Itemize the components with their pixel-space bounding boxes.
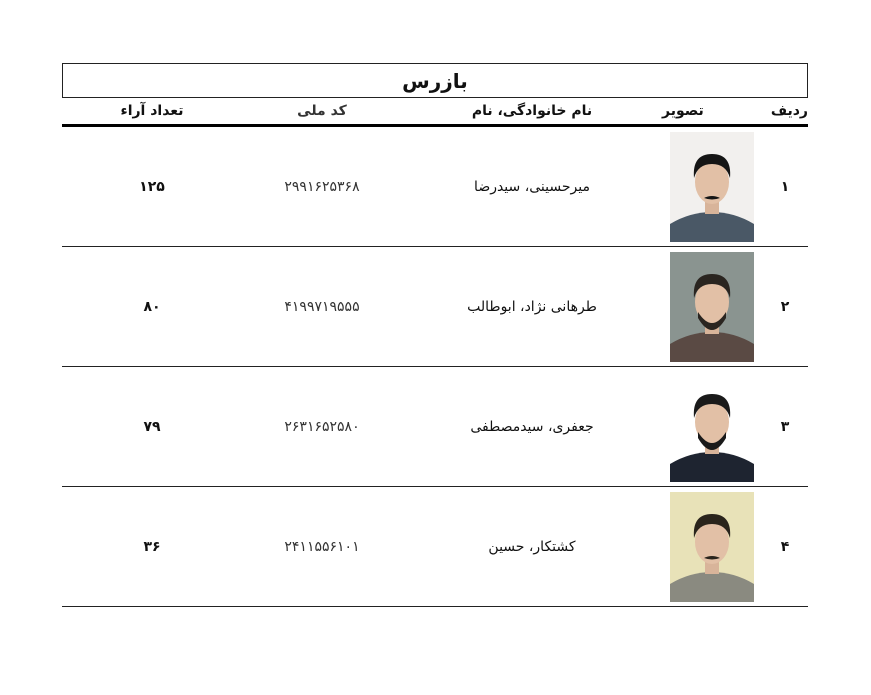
- candidate-photo: [670, 132, 754, 242]
- header-national-code: کد ملی: [297, 103, 347, 119]
- row-index: ۲: [780, 298, 790, 315]
- vote-count: ۳۶: [143, 538, 161, 555]
- candidate-name: جعفری، سیدمصطفی: [470, 418, 594, 435]
- header-name: نام خانوادگی، نام: [471, 103, 593, 119]
- row-index: ۱: [780, 178, 790, 195]
- table-row: [62, 247, 808, 367]
- candidate-photo: [670, 252, 754, 362]
- candidate-name: طرهانی نژاد، ابوطالب: [467, 298, 597, 315]
- table-row: [62, 487, 808, 607]
- vote-count: ۷۹: [143, 418, 161, 435]
- table-title: بازرس: [62, 63, 808, 98]
- national-code: ۴۱۹۹۷۱۹۵۵۵: [284, 298, 360, 315]
- national-code: ۲۹۹۱۶۲۵۳۶۸: [284, 178, 360, 195]
- header-index: ردیف: [770, 103, 808, 119]
- vote-count: ۱۲۵: [139, 178, 165, 195]
- row-index: ۴: [780, 538, 790, 555]
- vote-count: ۸۰: [143, 298, 161, 315]
- candidates-table: [62, 63, 808, 607]
- candidate-name: میرحسینی، سیدرضا: [474, 178, 590, 195]
- candidate-photo: [670, 492, 754, 602]
- table-row: [62, 127, 808, 247]
- candidate-photo: [670, 372, 754, 482]
- row-index: ۳: [780, 418, 790, 435]
- header-votes: تعداد آراء: [120, 103, 184, 119]
- national-code: ۲۶۳۱۶۵۲۵۸۰: [284, 418, 360, 435]
- table-header: [62, 98, 808, 127]
- candidate-name: کشتکار، حسین: [488, 538, 576, 555]
- national-code: ۲۴۱۱۵۵۶۱۰۱: [284, 538, 360, 555]
- table-row: [62, 367, 808, 487]
- header-photo: تصویر: [662, 103, 704, 119]
